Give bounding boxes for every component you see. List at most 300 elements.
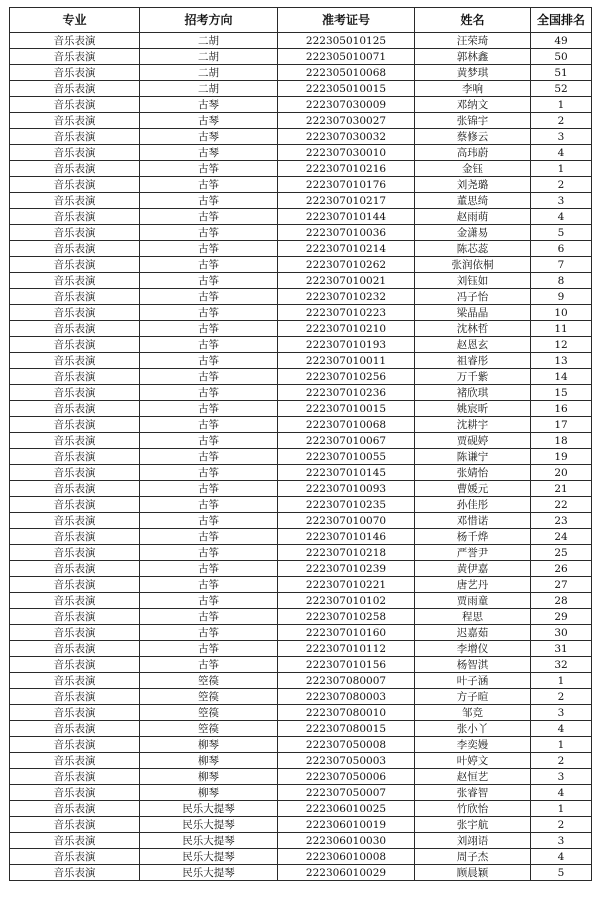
- header-rank: 全国排名: [531, 8, 592, 33]
- table-row: [10, 97, 592, 113]
- table-row: [10, 577, 592, 593]
- cell-direction: 古筝: [140, 225, 278, 241]
- table-row: [10, 785, 592, 801]
- cell-rank: 30: [531, 625, 592, 641]
- cell-major: 音乐表演: [10, 289, 140, 305]
- cell-exam-id: 222306010030: [278, 833, 415, 849]
- table-row: [10, 689, 592, 705]
- cell-name: 黄梦琪: [415, 65, 531, 81]
- cell-direction: 柳琴: [140, 753, 278, 769]
- cell-major: 音乐表演: [10, 577, 140, 593]
- cell-direction: 古筝: [140, 161, 278, 177]
- cell-exam-id: 222306010025: [278, 801, 415, 817]
- cell-exam-id: 222307010156: [278, 657, 415, 673]
- table-row: [10, 177, 592, 193]
- cell-rank: 3: [531, 129, 592, 145]
- cell-exam-id: 222307010176: [278, 177, 415, 193]
- table-row: [10, 513, 592, 529]
- cell-major: 音乐表演: [10, 97, 140, 113]
- cell-major: 音乐表演: [10, 161, 140, 177]
- cell-exam-id: 222307080007: [278, 673, 415, 689]
- cell-rank: 7: [531, 257, 592, 273]
- cell-rank: 22: [531, 497, 592, 513]
- cell-rank: 3: [531, 705, 592, 721]
- cell-direction: 古筝: [140, 529, 278, 545]
- cell-name: 周子杰: [415, 849, 531, 865]
- header-exam-id: 准考证号: [278, 8, 415, 33]
- table-row: [10, 257, 592, 273]
- table-row: [10, 833, 592, 849]
- cell-exam-id: 222305010068: [278, 65, 415, 81]
- cell-major: 音乐表演: [10, 705, 140, 721]
- cell-major: 音乐表演: [10, 545, 140, 561]
- cell-direction: 二胡: [140, 33, 278, 49]
- header-name: 姓名: [415, 8, 531, 33]
- table-row: [10, 353, 592, 369]
- cell-name: 沈耕宇: [415, 417, 531, 433]
- cell-rank: 23: [531, 513, 592, 529]
- cell-name: 张小丫: [415, 721, 531, 737]
- cell-name: 万千紫: [415, 369, 531, 385]
- cell-exam-id: 222307010258: [278, 609, 415, 625]
- table-row: [10, 321, 592, 337]
- table-row: [10, 209, 592, 225]
- table-row: [10, 289, 592, 305]
- cell-direction: 古筝: [140, 273, 278, 289]
- cell-name: 李增仪: [415, 641, 531, 657]
- cell-name: 褚欣琪: [415, 385, 531, 401]
- cell-name: 程思: [415, 609, 531, 625]
- cell-name: 沈林哲: [415, 321, 531, 337]
- cell-direction: 古筝: [140, 241, 278, 257]
- cell-name: 张润依桐: [415, 257, 531, 273]
- cell-exam-id: 222307030032: [278, 129, 415, 145]
- cell-major: 音乐表演: [10, 721, 140, 737]
- cell-major: 音乐表演: [10, 849, 140, 865]
- cell-name: 冯子怡: [415, 289, 531, 305]
- cell-direction: 古筝: [140, 433, 278, 449]
- cell-exam-id: 222307030009: [278, 97, 415, 113]
- cell-rank: 1: [531, 161, 592, 177]
- cell-rank: 6: [531, 241, 592, 257]
- table-row: [10, 593, 592, 609]
- cell-direction: 古琴: [140, 113, 278, 129]
- cell-rank: 11: [531, 321, 592, 337]
- cell-major: 音乐表演: [10, 193, 140, 209]
- cell-rank: 2: [531, 689, 592, 705]
- cell-rank: 1: [531, 673, 592, 689]
- cell-rank: 27: [531, 577, 592, 593]
- cell-name: 张婧怡: [415, 465, 531, 481]
- cell-rank: 5: [531, 865, 592, 881]
- cell-name: 陈谦宁: [415, 449, 531, 465]
- cell-rank: 31: [531, 641, 592, 657]
- cell-name: 唐艺丹: [415, 577, 531, 593]
- cell-exam-id: 222307010217: [278, 193, 415, 209]
- cell-exam-id: 222306010008: [278, 849, 415, 865]
- table-row: [10, 129, 592, 145]
- cell-rank: 24: [531, 529, 592, 545]
- cell-exam-id: 222307010218: [278, 545, 415, 561]
- table-row: [10, 497, 592, 513]
- cell-direction: 古筝: [140, 577, 278, 593]
- cell-exam-id: 222307010235: [278, 497, 415, 513]
- cell-exam-id: 222307010070: [278, 513, 415, 529]
- cell-rank: 2: [531, 113, 592, 129]
- table-row: [10, 801, 592, 817]
- table-row: [10, 33, 592, 49]
- cell-rank: 25: [531, 545, 592, 561]
- table-header-row: [10, 8, 592, 33]
- table-row: [10, 385, 592, 401]
- cell-rank: 51: [531, 65, 592, 81]
- cell-rank: 32: [531, 657, 592, 673]
- table-row: [10, 433, 592, 449]
- cell-major: 音乐表演: [10, 513, 140, 529]
- ranking-table: [9, 7, 592, 881]
- cell-name: 竹欣怡: [415, 801, 531, 817]
- cell-major: 音乐表演: [10, 81, 140, 97]
- cell-direction: 民乐大提琴: [140, 817, 278, 833]
- cell-name: 方子暄: [415, 689, 531, 705]
- cell-name: 刘翊语: [415, 833, 531, 849]
- table-row: [10, 529, 592, 545]
- cell-direction: 柳琴: [140, 769, 278, 785]
- cell-direction: 古筝: [140, 641, 278, 657]
- cell-direction: 柳琴: [140, 737, 278, 753]
- cell-name: 姚宸昕: [415, 401, 531, 417]
- cell-major: 音乐表演: [10, 177, 140, 193]
- cell-name: 祖睿彤: [415, 353, 531, 369]
- cell-name: 刘尧璐: [415, 177, 531, 193]
- cell-direction: 古筝: [140, 385, 278, 401]
- cell-name: 梁晶晶: [415, 305, 531, 321]
- cell-direction: 古琴: [140, 145, 278, 161]
- cell-rank: 1: [531, 737, 592, 753]
- cell-major: 音乐表演: [10, 353, 140, 369]
- cell-rank: 19: [531, 449, 592, 465]
- cell-major: 音乐表演: [10, 737, 140, 753]
- cell-direction: 古筝: [140, 369, 278, 385]
- cell-direction: 古筝: [140, 353, 278, 369]
- table-row: [10, 721, 592, 737]
- cell-name: 黄伊嘉: [415, 561, 531, 577]
- cell-major: 音乐表演: [10, 129, 140, 145]
- cell-direction: 古筝: [140, 609, 278, 625]
- table-row: [10, 753, 592, 769]
- cell-direction: 箜篌: [140, 721, 278, 737]
- cell-rank: 52: [531, 81, 592, 97]
- cell-major: 音乐表演: [10, 401, 140, 417]
- cell-direction: 二胡: [140, 49, 278, 65]
- cell-direction: 柳琴: [140, 785, 278, 801]
- cell-name: 赵雨萌: [415, 209, 531, 225]
- table-row: [10, 81, 592, 97]
- cell-name: 邹竞: [415, 705, 531, 721]
- table-row: [10, 305, 592, 321]
- cell-name: 陈芯蕊: [415, 241, 531, 257]
- cell-rank: 14: [531, 369, 592, 385]
- cell-exam-id: 222307010146: [278, 529, 415, 545]
- header-major: 专业: [10, 8, 140, 33]
- cell-major: 音乐表演: [10, 833, 140, 849]
- cell-rank: 4: [531, 721, 592, 737]
- table-row: [10, 657, 592, 673]
- cell-direction: 古琴: [140, 129, 278, 145]
- cell-direction: 古筝: [140, 449, 278, 465]
- header-direction: 招考方向: [140, 8, 278, 33]
- cell-direction: 民乐大提琴: [140, 849, 278, 865]
- cell-name: 严誉尹: [415, 545, 531, 561]
- cell-direction: 民乐大提琴: [140, 833, 278, 849]
- table-row: [10, 401, 592, 417]
- cell-exam-id: 222307010067: [278, 433, 415, 449]
- cell-exam-id: 222307050008: [278, 737, 415, 753]
- cell-direction: 箜篌: [140, 689, 278, 705]
- table-row: [10, 65, 592, 81]
- cell-major: 音乐表演: [10, 609, 140, 625]
- cell-major: 音乐表演: [10, 257, 140, 273]
- cell-exam-id: 222305010015: [278, 81, 415, 97]
- cell-name: 金潇易: [415, 225, 531, 241]
- cell-exam-id: 222307010015: [278, 401, 415, 417]
- cell-direction: 古筝: [140, 625, 278, 641]
- table-row: [10, 145, 592, 161]
- cell-major: 音乐表演: [10, 753, 140, 769]
- cell-exam-id: 222307010256: [278, 369, 415, 385]
- table-row: [10, 561, 592, 577]
- cell-name: 董思绮: [415, 193, 531, 209]
- cell-direction: 古筝: [140, 465, 278, 481]
- cell-name: 郭林鑫: [415, 49, 531, 65]
- cell-major: 音乐表演: [10, 49, 140, 65]
- cell-direction: 民乐大提琴: [140, 801, 278, 817]
- cell-major: 音乐表演: [10, 65, 140, 81]
- cell-exam-id: 222307010055: [278, 449, 415, 465]
- cell-name: 贾雨童: [415, 593, 531, 609]
- cell-exam-id: 222307010262: [278, 257, 415, 273]
- table-row: [10, 865, 592, 881]
- cell-major: 音乐表演: [10, 497, 140, 513]
- cell-name: 杨智淇: [415, 657, 531, 673]
- cell-direction: 二胡: [140, 81, 278, 97]
- cell-major: 音乐表演: [10, 241, 140, 257]
- cell-major: 音乐表演: [10, 145, 140, 161]
- cell-name: 刘钰如: [415, 273, 531, 289]
- cell-direction: 古筝: [140, 513, 278, 529]
- cell-major: 音乐表演: [10, 865, 140, 881]
- cell-exam-id: 222307010221: [278, 577, 415, 593]
- cell-direction: 古筝: [140, 289, 278, 305]
- cell-direction: 古筝: [140, 193, 278, 209]
- cell-name: 叶婷文: [415, 753, 531, 769]
- cell-name: 邓纳文: [415, 97, 531, 113]
- cell-direction: 古筝: [140, 257, 278, 273]
- cell-major: 音乐表演: [10, 801, 140, 817]
- cell-major: 音乐表演: [10, 385, 140, 401]
- table-row: [10, 241, 592, 257]
- cell-exam-id: 222307010236: [278, 385, 415, 401]
- cell-major: 音乐表演: [10, 625, 140, 641]
- cell-direction: 箜篌: [140, 705, 278, 721]
- cell-exam-id: 222307010193: [278, 337, 415, 353]
- table-body: [10, 33, 592, 881]
- table-row: [10, 817, 592, 833]
- table-row: [10, 273, 592, 289]
- cell-major: 音乐表演: [10, 305, 140, 321]
- cell-exam-id: 222307050003: [278, 753, 415, 769]
- cell-exam-id: 222306010029: [278, 865, 415, 881]
- table-row: [10, 449, 592, 465]
- cell-direction: 古筝: [140, 305, 278, 321]
- cell-name: 顾晨颖: [415, 865, 531, 881]
- cell-name: 高玮蔚: [415, 145, 531, 161]
- cell-major: 音乐表演: [10, 465, 140, 481]
- table-row: [10, 849, 592, 865]
- cell-major: 音乐表演: [10, 369, 140, 385]
- cell-name: 蔡修云: [415, 129, 531, 145]
- cell-exam-id: 222307010093: [278, 481, 415, 497]
- cell-rank: 50: [531, 49, 592, 65]
- cell-major: 音乐表演: [10, 593, 140, 609]
- cell-direction: 古筝: [140, 209, 278, 225]
- cell-rank: 2: [531, 817, 592, 833]
- cell-name: 贾砚婷: [415, 433, 531, 449]
- cell-name: 张锦宇: [415, 113, 531, 129]
- cell-direction: 古筝: [140, 321, 278, 337]
- cell-name: 赵恩玄: [415, 337, 531, 353]
- cell-name: 李响: [415, 81, 531, 97]
- cell-rank: 49: [531, 33, 592, 49]
- cell-major: 音乐表演: [10, 529, 140, 545]
- cell-direction: 古筝: [140, 497, 278, 513]
- cell-rank: 1: [531, 801, 592, 817]
- cell-major: 音乐表演: [10, 673, 140, 689]
- cell-direction: 古筝: [140, 177, 278, 193]
- cell-name: 杨千烨: [415, 529, 531, 545]
- cell-rank: 2: [531, 177, 592, 193]
- cell-rank: 4: [531, 209, 592, 225]
- table-row: [10, 225, 592, 241]
- cell-name: 金钰: [415, 161, 531, 177]
- cell-direction: 古筝: [140, 561, 278, 577]
- table-row: [10, 113, 592, 129]
- cell-rank: 15: [531, 385, 592, 401]
- cell-exam-id: 222307030027: [278, 113, 415, 129]
- cell-rank: 4: [531, 785, 592, 801]
- cell-exam-id: 222307010068: [278, 417, 415, 433]
- cell-name: 曹媛元: [415, 481, 531, 497]
- cell-exam-id: 222307010210: [278, 321, 415, 337]
- cell-exam-id: 222307010145: [278, 465, 415, 481]
- cell-rank: 3: [531, 769, 592, 785]
- cell-major: 音乐表演: [10, 209, 140, 225]
- cell-name: 叶子涵: [415, 673, 531, 689]
- cell-major: 音乐表演: [10, 417, 140, 433]
- table-row: [10, 465, 592, 481]
- cell-exam-id: 222307080003: [278, 689, 415, 705]
- cell-major: 音乐表演: [10, 561, 140, 577]
- cell-name: 迟嘉茹: [415, 625, 531, 641]
- cell-major: 音乐表演: [10, 689, 140, 705]
- cell-direction: 古筝: [140, 337, 278, 353]
- cell-major: 音乐表演: [10, 321, 140, 337]
- cell-major: 音乐表演: [10, 113, 140, 129]
- cell-exam-id: 222306010019: [278, 817, 415, 833]
- cell-rank: 21: [531, 481, 592, 497]
- cell-rank: 26: [531, 561, 592, 577]
- cell-rank: 12: [531, 337, 592, 353]
- cell-name: 孙佳彤: [415, 497, 531, 513]
- cell-direction: 古琴: [140, 97, 278, 113]
- table-row: [10, 545, 592, 561]
- table-row: [10, 673, 592, 689]
- cell-rank: 13: [531, 353, 592, 369]
- cell-major: 音乐表演: [10, 641, 140, 657]
- cell-rank: 1: [531, 97, 592, 113]
- table-row: [10, 193, 592, 209]
- table-row: [10, 417, 592, 433]
- cell-rank: 5: [531, 225, 592, 241]
- cell-major: 音乐表演: [10, 785, 140, 801]
- table-row: [10, 641, 592, 657]
- cell-rank: 17: [531, 417, 592, 433]
- cell-exam-id: 222307010102: [278, 593, 415, 609]
- table-row: [10, 705, 592, 721]
- cell-name: 邓惜诺: [415, 513, 531, 529]
- cell-name: 张宇航: [415, 817, 531, 833]
- cell-name: 李奕嫚: [415, 737, 531, 753]
- cell-rank: 28: [531, 593, 592, 609]
- cell-rank: 29: [531, 609, 592, 625]
- cell-exam-id: 222305010125: [278, 33, 415, 49]
- table-row: [10, 737, 592, 753]
- cell-major: 音乐表演: [10, 225, 140, 241]
- cell-name: 汪荣琦: [415, 33, 531, 49]
- cell-exam-id: 222307010021: [278, 273, 415, 289]
- cell-rank: 4: [531, 145, 592, 161]
- cell-rank: 3: [531, 193, 592, 209]
- cell-rank: 9: [531, 289, 592, 305]
- cell-major: 音乐表演: [10, 817, 140, 833]
- cell-exam-id: 222307080010: [278, 705, 415, 721]
- table-row: [10, 49, 592, 65]
- cell-rank: 10: [531, 305, 592, 321]
- table-row: [10, 625, 592, 641]
- cell-rank: 8: [531, 273, 592, 289]
- table-row: [10, 481, 592, 497]
- cell-exam-id: 222307010214: [278, 241, 415, 257]
- cell-major: 音乐表演: [10, 657, 140, 673]
- cell-exam-id: 222307010232: [278, 289, 415, 305]
- cell-exam-id: 222307010223: [278, 305, 415, 321]
- cell-major: 音乐表演: [10, 273, 140, 289]
- table-row: [10, 337, 592, 353]
- cell-exam-id: 222307010011: [278, 353, 415, 369]
- cell-direction: 箜篌: [140, 673, 278, 689]
- cell-name: 赵恒艺: [415, 769, 531, 785]
- cell-exam-id: 222307010216: [278, 161, 415, 177]
- cell-exam-id: 222307080015: [278, 721, 415, 737]
- cell-exam-id: 222307010160: [278, 625, 415, 641]
- cell-name: 张睿智: [415, 785, 531, 801]
- cell-direction: 二胡: [140, 65, 278, 81]
- cell-direction: 古筝: [140, 593, 278, 609]
- table-row: [10, 769, 592, 785]
- cell-exam-id: 222307010036: [278, 225, 415, 241]
- cell-direction: 民乐大提琴: [140, 865, 278, 881]
- cell-rank: 4: [531, 849, 592, 865]
